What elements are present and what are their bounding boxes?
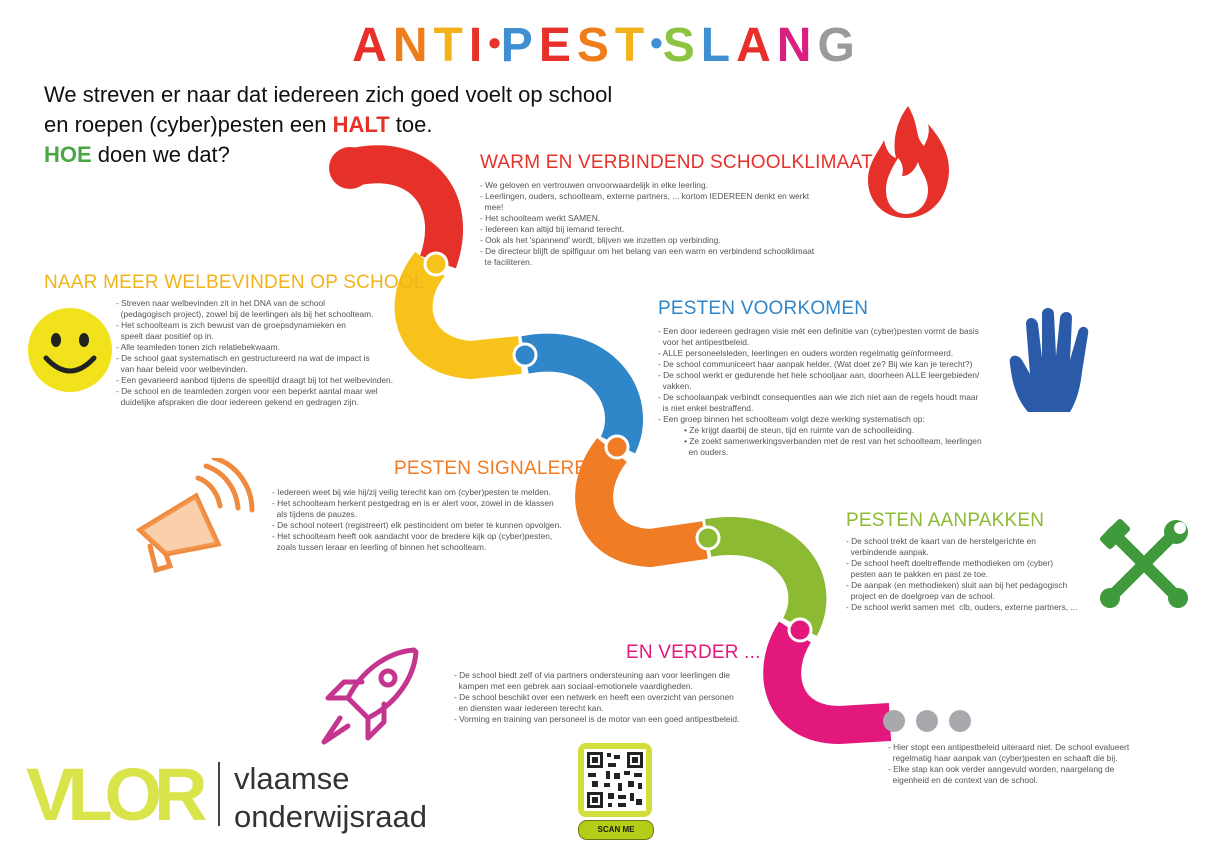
list-item: - We geloven en vertrouwen onvoorwaardelijk in elke leerling. [480,180,708,190]
scan-me-label: SCAN ME [597,825,635,834]
list-item: eigenheid en de context van de school. [888,775,1038,785]
list-item: - Een groep binnen het schoolteam volgt deze werking systematisch op: [658,414,925,424]
list-item: project en de doelgroep van de school. [846,591,995,601]
title-letter: S [576,19,615,72]
section-title-verder: EN VERDER ... ? [626,642,777,663]
scan-me-button[interactable] [578,820,654,840]
vlor-logo-text: VLOR [26,756,200,828]
intro-line-2-text: en roepen (cyber)pesten een [44,112,333,137]
section-title-welbevinden: NAAR MEER WELBEVINDEN OP SCHOOL [44,272,425,293]
snake-segment-yellow [414,264,520,360]
title-letter: G [817,19,861,72]
list-item: voor het antipestbeleid. [658,337,750,347]
list-item: - De schoolaanpak verbindt consequenties aan wie zich niet aan de regels houdt maar [658,392,979,402]
list-item: speelt daar positief op in. [116,331,214,341]
joint-dot-blue [514,344,536,366]
joint-dot-orange [606,436,628,458]
section-sublist-voorkomen [658,425,1013,458]
section-list-aanpakken [846,536,1106,613]
list-item: duidelijke afspraken die door iedereen gekend en gedragen zijn. [116,397,359,407]
title-letter: T [614,19,651,72]
list-item: verbindende aanpak. [846,547,929,557]
section-list-voorkomen [658,326,1013,425]
fire-icon [862,102,954,220]
section-title-signaleren: PESTEN SIGNALEREN [394,458,602,479]
list-item: - De directeur blijft de spilfiguur om het belang van een warm en verbindend schoolklimaat [480,246,815,256]
list-item: - Hier stopt een antipestbeleid uiteraard niet. De school evalueert [888,742,1130,752]
list-item: - De school biedt zelf of via partners ondersteuning aan voor leerlingen die [454,670,731,680]
title-dot: • [650,22,663,63]
list-item: - De school communiceert haar aanpak helder. (Wat doet ze? Bij wie kan je terecht?) [658,359,973,369]
list-item: - De school beschikt over een netwerk en heeft een overzicht van personen [454,692,734,702]
list-item: - Elke stap kan ook verder aangevuld worden, naargelang de [888,764,1115,774]
list-item: regelmatig haar aanpak van (cyber)pesten en schaaft die bij. [888,753,1118,763]
list-item: - Het schoolteam is zich bewust van de groepsdynamieken en [116,320,346,330]
list-item: - De aanpak (en methodieken) sluit aan bij het pedagogisch [846,580,1068,590]
list-item: mee! [480,202,504,212]
list-item: is niet enkel bestraffend. [658,403,754,413]
vlor-name-line-2: onderwijsraad [234,799,427,834]
list-item: - Streven naar welbevinden zit in het DNA van de school [116,298,326,308]
list-item: • Ze krijgt daarbij de steun, tijd en ruimte van de schoolleiding. [684,425,915,435]
joint-dot-green [697,527,719,549]
list-item: - De school noteert (registreert) elk pestincident om beter te kunnen opvolgen. [272,520,562,530]
list-item: - Leerlingen, ouders, schoolteam, externe partners, ... kortom IEDEREEN denkt en werkt [480,191,810,201]
list-item: pesten aan te pakken en past ze toe. [846,569,989,579]
list-item: - De school gaat systematisch en gestructureerd na wat de impact is [116,353,370,363]
vlor-logo [26,756,216,828]
grey-dot-3 [949,710,971,732]
title-letter: N [392,19,434,72]
list-item: vakken. [658,381,692,391]
title-letter: A [352,19,393,72]
smiley-icon [26,306,114,394]
vlor-divider [218,762,220,826]
title-letter: L [700,19,737,72]
snake-segment-orange [594,450,705,548]
grey-dot-1 [883,710,905,732]
list-item: - Het schoolteam herkent pestgedrag en is er alert voor, zowel in de klassen [272,498,554,508]
list-item: - Alle teamleden tonen zich relatiebekwaam. [116,342,280,352]
halt-word: HALT [332,112,390,137]
list-item: - De school werkt samen met clb, ouders, externe partners, ... [846,602,1078,612]
section-title-voorkomen: PESTEN VOORKOMEN [658,298,869,319]
title-letter: I [468,19,489,72]
list-item: - Een gevarieerd aanbod tijdens de speeltijd draagt bij tot het welbevinden. [116,375,394,385]
section-list-verder [454,670,774,725]
hoe-word: HOE [44,142,92,167]
section-title-warm: WARM EN VERBINDEND SCHOOLKLIMAAT [480,152,873,173]
snake-head [329,147,371,189]
list-item: - Het schoolteam werkt SAMEN. [480,213,601,223]
section-list-slot [888,742,1188,786]
list-item: - De school heeft doeltreffende methodieken om (cyber) [846,558,1054,568]
list-item: zoals tussen leraar en leerling of binnen het schoolteam. [272,542,487,552]
snake-segment-pink [782,632,890,725]
intro-line-1: We streven er naar dat iedereen zich goed voelt op school [44,82,613,107]
list-item: kampen met een gebrek aan sociaal-emotionele vaardigheden. [454,681,693,691]
section-list-warm [480,180,850,268]
title-letter: A [736,19,777,72]
list-item: - ALLE personeelsleden, leerlingen en ouders worden regelmatig geïnformeerd. [658,348,954,358]
intro-line-3-text: doen we dat? [91,142,230,167]
section-list-signaleren [272,487,592,553]
list-item: - De school werkt er gedurende het hele schooljaar aan, doorheen ALLE leergebieden/ [658,370,980,380]
list-item: - Het schoolteam heeft ook aandacht voor de bredere kijk op (cyber)pesten, [272,531,553,541]
hand-icon [1006,302,1102,418]
list-item: - Ook als het 'spannend' wordt, blijven we inzetten op verbinding. [480,235,721,245]
vlor-name [234,760,427,836]
title-letter: S [662,19,701,72]
section-list-welbevinden [116,298,416,408]
title-letter: N [776,19,818,72]
list-item: - Iedereen weet bij wie hij/zij veilig terecht kan om (cyber)pesten te melden. [272,487,551,497]
list-item: en diensten waar iedereen terecht kan. [454,703,604,713]
rocket-icon [318,646,420,748]
section-title-aanpakken: PESTEN AANPAKKEN [846,510,1045,531]
grey-dot-2 [916,710,938,732]
list-item: - De school en de teamleden zorgen voor een beperkt aantal maar wel [116,386,378,396]
list-item: - Een door iedereen gedragen visie mét een definitie van (cyber)pesten vormt de basis [658,326,979,336]
joint-dot-yellow [425,253,447,275]
list-item: als tijdens de pauzes. [272,509,358,519]
joint-dot-pink [789,619,811,641]
list-item: en ouders. [684,447,729,457]
list-item: - Iedereen kan altijd bij iemand terecht. [480,224,625,234]
title-letter: P [500,19,539,72]
list-item: - De school trekt de kaart van de herstelgerichte en [846,536,1036,546]
title-letter: E [538,19,577,72]
list-item: van haar beleid voor welbevinden. [116,364,248,374]
snake-segment-green [708,536,807,627]
title-letter: T [433,19,469,72]
list-item: (pedagogisch project), zowel bij de leerlingen als bij het schoolteam. [116,309,374,319]
intro-line-2-end: toe. [389,112,433,137]
list-item: - Vorming en training van personeel is de motor van een goed antipestbeleid. [454,714,740,724]
list-item: • Ze zoekt samenwerkingsverbanden met de rest van het schoolteam, leerlingen [684,436,982,446]
qr-code-icon[interactable] [578,743,652,817]
megaphone-icon [126,458,256,576]
title-dot: • [488,22,501,63]
list-item: te faciliteren. [480,257,533,267]
vlor-name-line-1: vlaamse [234,761,350,796]
snake-segment-blue [525,353,624,445]
tools-icon [1098,518,1190,610]
